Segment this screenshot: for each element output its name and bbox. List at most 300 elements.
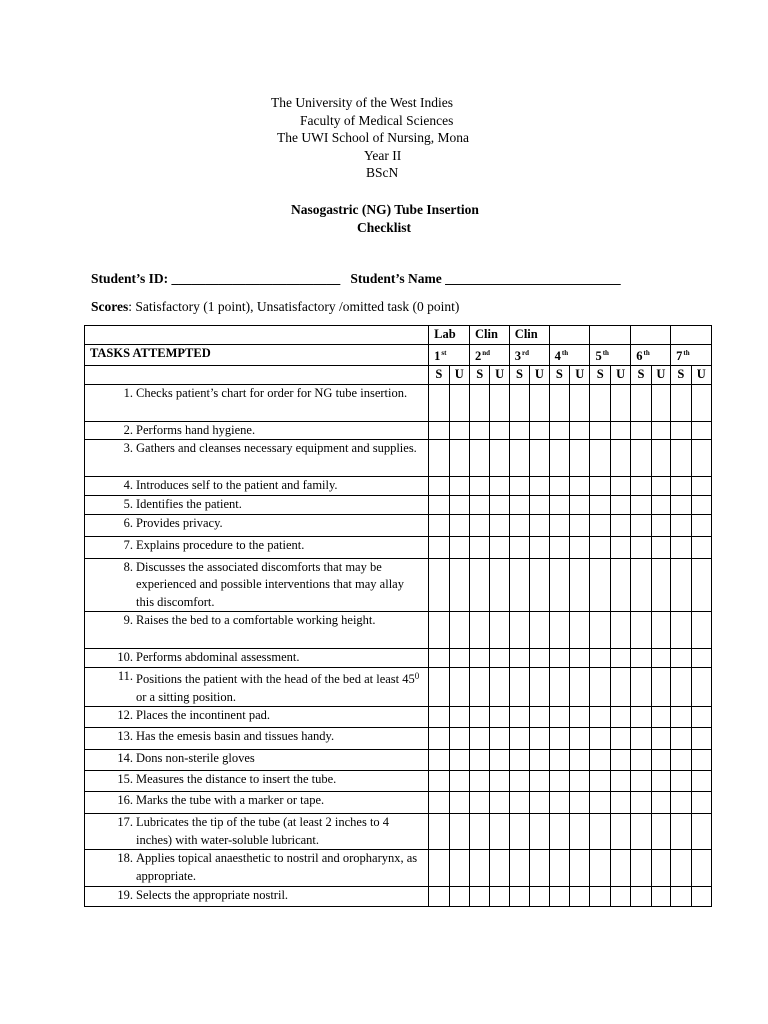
satisfactory-checkbox-cell[interactable] [429,814,449,850]
satisfactory-checkbox-cell[interactable] [509,728,529,750]
satisfactory-checkbox-cell[interactable] [590,887,610,907]
satisfactory-checkbox-cell[interactable] [429,514,449,536]
unsatisfactory-checkbox-cell[interactable] [570,649,590,668]
satisfactory-checkbox-cell[interactable] [549,850,569,887]
satisfactory-checkbox-cell[interactable] [469,421,489,440]
satisfactory-checkbox-cell[interactable] [429,612,449,649]
satisfactory-checkbox-cell[interactable] [429,649,449,668]
unsatisfactory-checkbox-cell[interactable] [570,668,590,707]
satisfactory-checkbox-cell[interactable] [429,850,449,887]
unsatisfactory-checkbox-cell[interactable] [490,750,509,771]
unsatisfactory-checkbox-cell[interactable] [570,514,590,536]
unsatisfactory-checkbox-cell[interactable] [570,792,590,814]
unsatisfactory-checkbox-cell[interactable] [610,384,630,421]
satisfactory-checkbox-cell[interactable] [590,649,610,668]
satisfactory-checkbox-cell[interactable] [590,707,610,728]
unsatisfactory-checkbox-cell[interactable] [691,887,711,907]
unsatisfactory-checkbox-cell[interactable] [651,792,670,814]
satisfactory-checkbox-cell[interactable] [429,887,449,907]
task-text-main: Lubricates the tip of the tube (at least 2 inches to 4 inches) with water-soluble lubricant. [136,815,390,847]
satisfactory-checkbox-cell[interactable] [631,421,651,440]
unsatisfactory-checkbox-cell[interactable] [490,384,509,421]
unsatisfactory-checkbox-cell[interactable] [570,440,590,477]
unsatisfactory-checkbox-cell[interactable] [651,495,670,514]
satisfactory-checkbox-cell[interactable] [429,707,449,728]
satisfactory-checkbox-cell[interactable] [429,771,449,792]
satisfactory-checkbox-cell[interactable] [469,792,489,814]
satisfactory-checkbox-cell[interactable] [509,887,529,907]
unsatisfactory-checkbox-cell[interactable] [610,792,630,814]
unsatisfactory-checkbox-cell[interactable] [691,514,711,536]
unsatisfactory-checkbox-cell[interactable] [490,792,509,814]
task-text [85,515,428,533]
unsatisfactory-checkbox-cell[interactable] [651,514,670,536]
task-row [85,792,712,814]
task-number: 16. [117,793,133,807]
satisfactory-checkbox-cell[interactable] [549,421,569,440]
unsatisfactory-checkbox-cell[interactable] [490,668,509,707]
unsatisfactory-checkbox-cell[interactable] [490,495,509,514]
satisfactory-checkbox-cell[interactable] [671,792,691,814]
satisfactory-checkbox-cell[interactable] [509,707,529,728]
satisfactory-checkbox-cell[interactable] [631,668,651,707]
task-row [85,612,712,649]
unsatisfactory-checkbox-cell[interactable] [570,728,590,750]
satisfactory-checkbox-cell[interactable] [590,558,610,612]
student-name-field[interactable]: Student’s Name __________________________ [350,271,621,286]
unsatisfactory-checkbox-cell[interactable] [651,668,670,707]
unsatisfactory-checkbox-cell[interactable] [610,728,630,750]
task-text [85,814,428,849]
unsatisfactory-checkbox-cell[interactable] [610,750,630,771]
satisfactory-checkbox-cell[interactable] [429,558,449,612]
unsatisfactory-checkbox-cell[interactable] [651,558,670,612]
unsatisfactory-checkbox-cell[interactable] [610,536,630,558]
satisfactory-checkbox-cell[interactable] [631,850,651,887]
satisfactory-checkbox-cell[interactable] [631,612,651,649]
unsatisfactory-checkbox-cell[interactable] [691,477,711,496]
satisfactory-checkbox-cell[interactable] [469,440,489,477]
satisfactory-checkbox-cell[interactable] [509,649,529,668]
satisfactory-checkbox-cell[interactable] [671,612,691,649]
unsatisfactory-checkbox-cell[interactable] [651,814,670,850]
unsatisfactory-checkbox-cell[interactable] [691,771,711,792]
satisfactory-checkbox-cell[interactable] [469,495,489,514]
satisfactory-checkbox-cell[interactable] [631,536,651,558]
unsatisfactory-checkbox-cell[interactable] [530,477,549,496]
unsatisfactory-checkbox-cell[interactable] [610,421,630,440]
unsatisfactory-checkbox-cell[interactable] [610,771,630,792]
satisfactory-checkbox-cell[interactable] [469,514,489,536]
unsatisfactory-checkbox-cell[interactable] [490,728,509,750]
satisfactory-checkbox-cell[interactable] [549,514,569,536]
task-text-main: Places the incontinent pad. [136,708,270,722]
unsatisfactory-checkbox-cell[interactable] [610,850,630,887]
satisfactory-checkbox-cell[interactable] [671,728,691,750]
unsatisfactory-checkbox-cell[interactable] [610,649,630,668]
satisfactory-checkbox-cell[interactable] [590,536,610,558]
unsatisfactory-checkbox-cell[interactable] [610,514,630,536]
satisfactory-checkbox-cell[interactable] [429,668,449,707]
satisfactory-checkbox-cell[interactable] [671,771,691,792]
satisfactory-checkbox-cell[interactable] [590,750,610,771]
unsatisfactory-checkbox-cell[interactable] [570,750,590,771]
unsatisfactory-checkbox-cell[interactable] [610,440,630,477]
satisfactory-checkbox-cell[interactable] [509,750,529,771]
unsatisfactory-checkbox-cell[interactable] [610,814,630,850]
satisfactory-checkbox-cell[interactable] [469,649,489,668]
satisfactory-checkbox-cell[interactable] [469,728,489,750]
task-cell [85,649,429,668]
satisfactory-checkbox-cell[interactable] [590,728,610,750]
satisfactory-checkbox-cell[interactable] [631,558,651,612]
task-row [85,649,712,668]
satisfactory-checkbox-cell[interactable] [509,668,529,707]
unsatisfactory-checkbox-cell[interactable] [651,750,670,771]
unsatisfactory-checkbox-cell[interactable] [610,495,630,514]
unsatisfactory-checkbox-cell[interactable] [651,649,670,668]
satisfactory-checkbox-cell[interactable] [671,440,691,477]
visit-header-4 [549,344,590,366]
unsatisfactory-checkbox-cell[interactable] [651,771,670,792]
satisfactory-checkbox-cell[interactable] [469,707,489,728]
unsatisfactory-checkbox-cell[interactable] [449,792,469,814]
unsatisfactory-checkbox-cell[interactable] [651,477,670,496]
satisfactory-checkbox-cell[interactable] [429,495,449,514]
satisfactory-checkbox-cell[interactable] [429,384,449,421]
unsatisfactory-checkbox-cell[interactable] [490,440,509,477]
unsatisfactory-checkbox-cell[interactable] [490,612,509,649]
unsatisfactory-checkbox-cell[interactable] [530,536,549,558]
satisfactory-checkbox-cell[interactable] [671,384,691,421]
satisfactory-checkbox-cell[interactable] [469,384,489,421]
satisfactory-checkbox-cell[interactable] [590,792,610,814]
satisfactory-checkbox-cell[interactable] [429,421,449,440]
satisfactory-checkbox-cell[interactable] [549,649,569,668]
unsatisfactory-checkbox-cell[interactable] [449,850,469,887]
satisfactory-checkbox-cell[interactable] [469,750,489,771]
satisfactory-checkbox-cell[interactable] [509,384,529,421]
unsatisfactory-checkbox-cell[interactable] [530,668,549,707]
satisfactory-checkbox-cell[interactable] [590,514,610,536]
unsatisfactory-checkbox-cell[interactable] [449,421,469,440]
unsatisfactory-checkbox-cell[interactable] [570,558,590,612]
task-row [85,514,712,536]
satisfactory-checkbox-cell[interactable] [509,477,529,496]
satisfactory-checkbox-cell[interactable] [671,477,691,496]
unsatisfactory-checkbox-cell[interactable] [449,649,469,668]
satisfactory-checkbox-cell[interactable] [469,814,489,850]
unsatisfactory-checkbox-cell[interactable] [449,887,469,907]
unsatisfactory-checkbox-cell[interactable] [651,421,670,440]
unsatisfactory-checkbox-cell[interactable] [570,495,590,514]
unsatisfactory-checkbox-cell[interactable] [449,477,469,496]
unsatisfactory-checkbox-cell[interactable] [570,850,590,887]
unsatisfactory-checkbox-cell[interactable] [449,558,469,612]
unsatisfactory-checkbox-cell[interactable] [691,384,711,421]
unsatisfactory-checkbox-cell[interactable] [691,612,711,649]
satisfactory-checkbox-cell[interactable] [671,887,691,907]
unsatisfactory-checkbox-cell[interactable] [691,750,711,771]
unsatisfactory-checkbox-cell[interactable] [651,707,670,728]
satisfactory-checkbox-cell[interactable] [549,477,569,496]
satisfactory-checkbox-cell[interactable] [549,384,569,421]
satisfactory-checkbox-cell[interactable] [549,558,569,612]
satisfactory-checkbox-cell[interactable] [469,477,489,496]
satisfactory-label: S [590,366,610,385]
satisfactory-checkbox-cell[interactable] [509,612,529,649]
satisfactory-checkbox-cell[interactable] [631,384,651,421]
satisfactory-checkbox-cell[interactable] [509,850,529,887]
unsatisfactory-checkbox-cell[interactable] [449,440,469,477]
satisfactory-checkbox-cell[interactable] [671,668,691,707]
unsatisfactory-checkbox-cell[interactable] [651,536,670,558]
satisfactory-checkbox-cell[interactable] [671,850,691,887]
unsatisfactory-checkbox-cell[interactable] [530,514,549,536]
unsatisfactory-checkbox-cell[interactable] [610,612,630,649]
unsatisfactory-checkbox-cell[interactable] [449,707,469,728]
satisfactory-checkbox-cell[interactable] [469,558,489,612]
unsatisfactory-label: U [610,366,630,385]
satisfactory-checkbox-cell[interactable] [549,440,569,477]
unsatisfactory-checkbox-cell[interactable] [610,707,630,728]
task-number: 5. [123,496,133,511]
unsatisfactory-checkbox-cell[interactable] [570,814,590,850]
satisfactory-checkbox-cell[interactable] [631,649,651,668]
unsatisfactory-checkbox-cell[interactable] [651,384,670,421]
unsatisfactory-checkbox-cell[interactable] [610,887,630,907]
unsatisfactory-checkbox-cell[interactable] [570,887,590,907]
unsatisfactory-checkbox-cell[interactable] [610,477,630,496]
satisfactory-checkbox-cell[interactable] [429,728,449,750]
satisfactory-checkbox-cell[interactable] [631,440,651,477]
unsatisfactory-checkbox-cell[interactable] [530,771,549,792]
satisfactory-checkbox-cell[interactable] [429,440,449,477]
satisfactory-checkbox-cell[interactable] [549,536,569,558]
unsatisfactory-checkbox-cell[interactable] [449,814,469,850]
unsatisfactory-checkbox-cell[interactable] [490,649,509,668]
satisfactory-checkbox-cell[interactable] [631,792,651,814]
satisfactory-checkbox-cell[interactable] [509,440,529,477]
unsatisfactory-checkbox-cell[interactable] [691,707,711,728]
satisfactory-checkbox-cell[interactable] [429,477,449,496]
satisfactory-checkbox-cell[interactable] [671,536,691,558]
unsatisfactory-checkbox-cell[interactable] [490,558,509,612]
satisfactory-checkbox-cell[interactable] [631,495,651,514]
satisfactory-checkbox-cell[interactable] [631,771,651,792]
satisfactory-checkbox-cell[interactable] [469,668,489,707]
satisfactory-checkbox-cell[interactable] [549,750,569,771]
task-number: 8. [123,559,133,574]
unsatisfactory-checkbox-cell[interactable] [651,728,670,750]
unsatisfactory-checkbox-cell[interactable] [530,558,549,612]
satisfactory-checkbox-cell[interactable] [509,495,529,514]
unsatisfactory-checkbox-cell[interactable] [651,440,670,477]
satisfactory-checkbox-cell[interactable] [590,668,610,707]
satisfactory-checkbox-cell[interactable] [469,887,489,907]
satisfactory-checkbox-cell[interactable] [631,728,651,750]
unsatisfactory-checkbox-cell[interactable] [490,421,509,440]
unsatisfactory-checkbox-cell[interactable] [490,477,509,496]
unsatisfactory-checkbox-cell[interactable] [610,668,630,707]
satisfactory-checkbox-cell[interactable] [509,514,529,536]
satisfactory-checkbox-cell[interactable] [671,750,691,771]
unsatisfactory-checkbox-cell[interactable] [651,850,670,887]
satisfactory-checkbox-cell[interactable] [590,421,610,440]
blank-cell [85,366,429,385]
unsatisfactory-checkbox-cell[interactable] [651,612,670,649]
task-number: 14. [117,751,133,765]
unsatisfactory-checkbox-cell[interactable] [449,771,469,792]
satisfactory-checkbox-cell[interactable] [549,792,569,814]
satisfactory-checkbox-cell[interactable] [590,850,610,887]
satisfactory-checkbox-cell[interactable] [509,792,529,814]
satisfactory-checkbox-cell[interactable] [671,707,691,728]
satisfactory-checkbox-cell[interactable] [671,495,691,514]
task-text-main: Gathers and cleanses necessary equipment and supplies. [136,441,417,455]
task-cell [85,536,429,558]
unsatisfactory-checkbox-cell[interactable] [691,558,711,612]
satisfactory-checkbox-cell[interactable] [509,536,529,558]
unsatisfactory-checkbox-cell[interactable] [530,612,549,649]
satisfactory-checkbox-cell[interactable] [469,771,489,792]
unsatisfactory-checkbox-cell[interactable] [449,384,469,421]
satisfactory-checkbox-cell[interactable] [549,495,569,514]
satisfactory-checkbox-cell[interactable] [631,477,651,496]
unsatisfactory-checkbox-cell[interactable] [691,649,711,668]
unsatisfactory-checkbox-cell[interactable] [691,728,711,750]
unsatisfactory-checkbox-cell[interactable] [691,814,711,850]
unsatisfactory-checkbox-cell[interactable] [530,384,549,421]
unsatisfactory-checkbox-cell[interactable] [530,707,549,728]
unsatisfactory-checkbox-cell[interactable] [490,707,509,728]
task-number: 12. [117,708,133,722]
satisfactory-checkbox-cell[interactable] [509,421,529,440]
unsatisfactory-checkbox-cell[interactable] [449,536,469,558]
unsatisfactory-checkbox-cell[interactable] [490,536,509,558]
unsatisfactory-checkbox-cell[interactable] [530,421,549,440]
task-text [85,707,428,725]
unsatisfactory-checkbox-cell[interactable] [490,887,509,907]
satisfactory-checkbox-cell[interactable] [671,814,691,850]
task-number: 1. [123,385,133,400]
unsatisfactory-checkbox-cell[interactable] [449,668,469,707]
unsatisfactory-checkbox-cell[interactable] [449,750,469,771]
satisfactory-checkbox-cell[interactable] [469,850,489,887]
unsatisfactory-checkbox-cell[interactable] [530,728,549,750]
satisfactory-checkbox-cell[interactable] [549,771,569,792]
satisfactory-checkbox-cell[interactable] [671,558,691,612]
satisfactory-checkbox-cell[interactable] [631,814,651,850]
unsatisfactory-checkbox-cell[interactable] [449,612,469,649]
task-cell [85,495,429,514]
unsatisfactory-checkbox-cell[interactable] [570,771,590,792]
satisfactory-checkbox-cell[interactable] [671,421,691,440]
unsatisfactory-checkbox-cell[interactable] [530,887,549,907]
unsatisfactory-checkbox-cell[interactable] [691,421,711,440]
satisfactory-checkbox-cell[interactable] [631,707,651,728]
satisfactory-checkbox-cell[interactable] [469,612,489,649]
task-cell [85,771,429,792]
unsatisfactory-checkbox-cell[interactable] [651,887,670,907]
satisfactory-checkbox-cell[interactable] [549,612,569,649]
unsatisfactory-checkbox-cell[interactable] [570,536,590,558]
satisfactory-checkbox-cell[interactable] [590,495,610,514]
unsatisfactory-checkbox-cell[interactable] [691,792,711,814]
student-id-field[interactable]: Student’s ID: _________________________ [91,271,341,286]
unsatisfactory-checkbox-cell[interactable] [570,477,590,496]
visit-number: 7 [676,348,683,363]
unsatisfactory-checkbox-cell[interactable] [570,612,590,649]
satisfactory-checkbox-cell[interactable] [509,814,529,850]
satisfactory-checkbox-cell[interactable] [549,668,569,707]
visit-header-3 [509,344,549,366]
unsatisfactory-checkbox-cell[interactable] [449,514,469,536]
task-row [85,668,712,707]
unsatisfactory-checkbox-cell[interactable] [691,668,711,707]
satisfactory-checkbox-cell[interactable] [590,814,610,850]
unsatisfactory-checkbox-cell[interactable] [691,440,711,477]
satisfactory-checkbox-cell[interactable] [469,536,489,558]
visit-number: 5 [595,348,602,363]
unsatisfactory-checkbox-cell[interactable] [570,421,590,440]
satisfactory-checkbox-cell[interactable] [590,440,610,477]
satisfactory-checkbox-cell[interactable] [429,536,449,558]
satisfactory-checkbox-cell[interactable] [590,477,610,496]
satisfactory-checkbox-cell[interactable] [590,384,610,421]
satisfactory-checkbox-cell[interactable] [671,649,691,668]
scores-description: : Satisfactory (1 point), Unsatisfactory /omitted task (0 point) [128,299,460,314]
unsatisfactory-checkbox-cell[interactable] [530,750,549,771]
unsatisfactory-checkbox-cell[interactable] [570,707,590,728]
unsatisfactory-checkbox-cell[interactable] [530,495,549,514]
satisfactory-checkbox-cell[interactable] [429,792,449,814]
satisfactory-checkbox-cell[interactable] [590,771,610,792]
satisfactory-checkbox-cell[interactable] [631,514,651,536]
unsatisfactory-checkbox-cell[interactable] [530,649,549,668]
satisfactory-checkbox-cell[interactable] [631,887,651,907]
unsatisfactory-checkbox-cell[interactable] [691,495,711,514]
satisfactory-checkbox-cell[interactable] [509,771,529,792]
unsatisfactory-checkbox-cell[interactable] [610,558,630,612]
faculty-name: Faculty of Medical Sciences [300,112,454,128]
unsatisfactory-checkbox-cell[interactable] [530,440,549,477]
satisfactory-checkbox-cell[interactable] [429,750,449,771]
visit-header-2 [469,344,509,366]
unsatisfactory-checkbox-cell[interactable] [490,814,509,850]
unsatisfactory-checkbox-cell[interactable] [530,814,549,850]
satisfactory-checkbox-cell[interactable] [549,887,569,907]
task-number: 4. [123,478,133,492]
satisfactory-checkbox-cell[interactable] [549,814,569,850]
satisfactory-checkbox-cell[interactable] [631,750,651,771]
unsatisfactory-checkbox-cell[interactable] [490,514,509,536]
satisfactory-checkbox-cell[interactable] [509,558,529,612]
unsatisfactory-checkbox-cell[interactable] [530,850,549,887]
satisfactory-checkbox-cell[interactable] [590,612,610,649]
unsatisfactory-checkbox-cell[interactable] [530,792,549,814]
unsatisfactory-checkbox-cell[interactable] [490,771,509,792]
unsatisfactory-checkbox-cell[interactable] [570,384,590,421]
unsatisfactory-checkbox-cell[interactable] [691,536,711,558]
unsatisfactory-checkbox-cell[interactable] [691,850,711,887]
unsatisfactory-checkbox-cell[interactable] [449,495,469,514]
satisfactory-checkbox-cell[interactable] [549,707,569,728]
unsatisfactory-checkbox-cell[interactable] [449,728,469,750]
unsatisfactory-checkbox-cell[interactable] [490,850,509,887]
satisfactory-checkbox-cell[interactable] [671,514,691,536]
satisfactory-checkbox-cell[interactable] [549,728,569,750]
